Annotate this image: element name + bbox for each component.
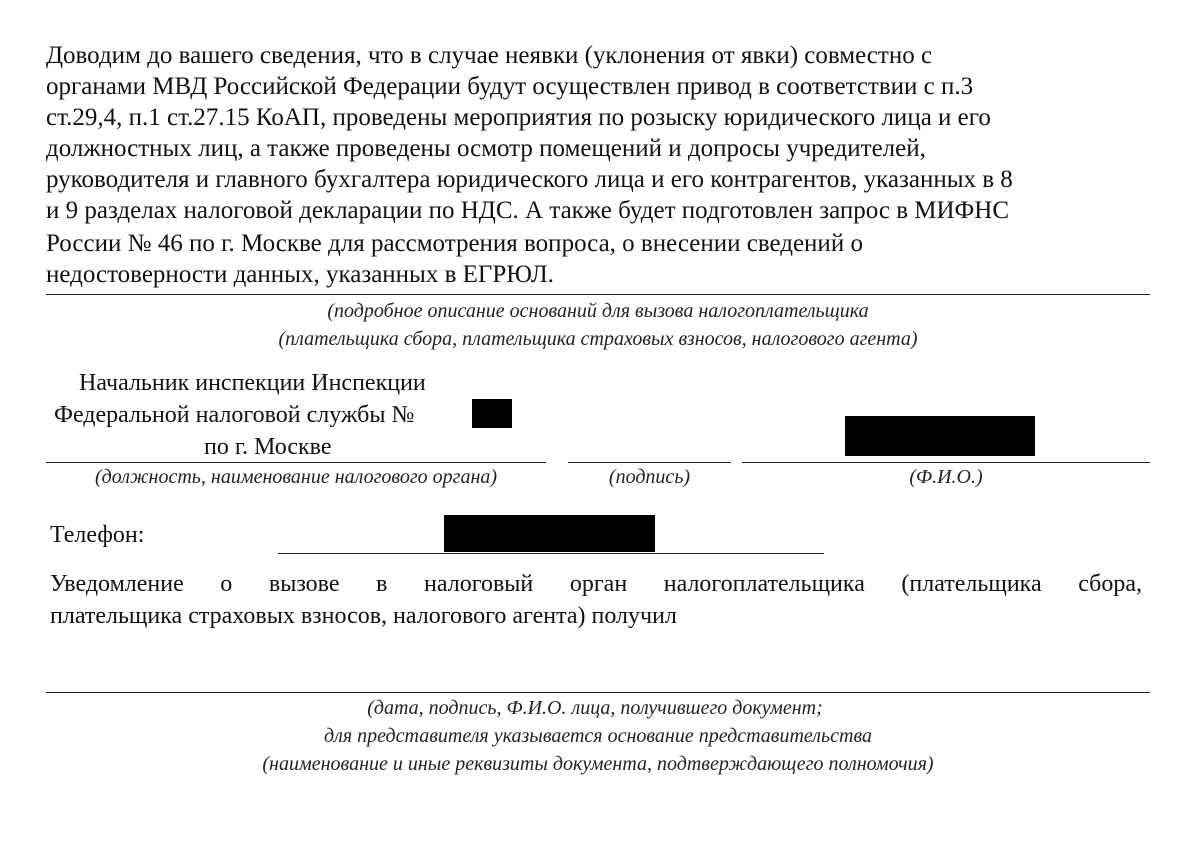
notice-line: и 9 разделах налоговой декларации по НДС. А также будет подготовлен запрос в МИФНС xyxy=(46,197,1010,224)
grounds-underline xyxy=(46,294,1150,295)
receipt-line: Уведомление о вызове в налоговый орган налогоплательщика (плательщика сбора, xyxy=(50,571,1142,597)
official-title-line: Начальник инспекции Инспекции xyxy=(79,370,426,396)
official-title-line: Федеральной налоговой службы № xyxy=(54,402,415,428)
notice-line: ст.29,4, п.1 ст.27.15 КоАП, проведены мероприятия по розыску юридического лица и его xyxy=(46,104,991,131)
notice-line: России № 46 по г. Москве для рассмотрения вопроса, о внесении сведений о xyxy=(46,230,863,257)
receipt-caption xyxy=(46,694,1150,778)
receipt-underline xyxy=(46,692,1150,693)
receipt-line: плательщика страховых взносов, налогового агента) получил xyxy=(50,603,677,629)
redacted-phone-number xyxy=(444,515,655,552)
notice-line: руководителя и главного бухгалтера юридического лица и его контрагентов, указанных в 8 xyxy=(46,166,1013,193)
receipt-caption-line: (дата, подпись, Ф.И.О. лица, получившего документ; xyxy=(367,697,823,719)
official-title-line: по г. Москве xyxy=(204,434,332,460)
receipt-caption-line: (наименование и иные реквизиты документа, подтверждающего полномочия) xyxy=(262,753,934,775)
name-caption: (Ф.И.О.) xyxy=(909,466,983,488)
notice-line: недостоверности данных, указанных в ЕГРЮЛ. xyxy=(46,261,554,288)
receipt-paragraph xyxy=(50,568,1142,632)
receipt-caption-line: для представителя указывается основание представительства xyxy=(324,725,872,747)
signature-caption: (подпись) xyxy=(608,466,691,488)
phone-underline xyxy=(278,553,824,554)
redacted-inspection-number xyxy=(472,399,512,428)
grounds-caption-line: (подробное описание оснований для вызова налогоплательщика xyxy=(327,300,869,322)
position-caption: (должность, наименование налогового органа) xyxy=(94,466,498,488)
redacted-official-name xyxy=(845,416,1035,456)
notice-paragraph xyxy=(46,40,1156,290)
notice-line: органами МВД Российской Федерации будут осуществлен привод в соответствии с п.3 xyxy=(46,73,974,100)
notice-line: Доводим до вашего сведения, что в случае неявки (уклонения от явки) совместно с xyxy=(46,42,933,69)
grounds-caption xyxy=(46,297,1150,353)
phone-label: Телефон: xyxy=(50,522,145,548)
notice-line: должностных лиц, а также проведены осмотр помещений и допросы учредителей, xyxy=(46,135,926,162)
official-title xyxy=(46,367,546,463)
grounds-caption-line: (плательщика сбора, плательщика страховых взносов, налогового агента) xyxy=(278,328,918,350)
